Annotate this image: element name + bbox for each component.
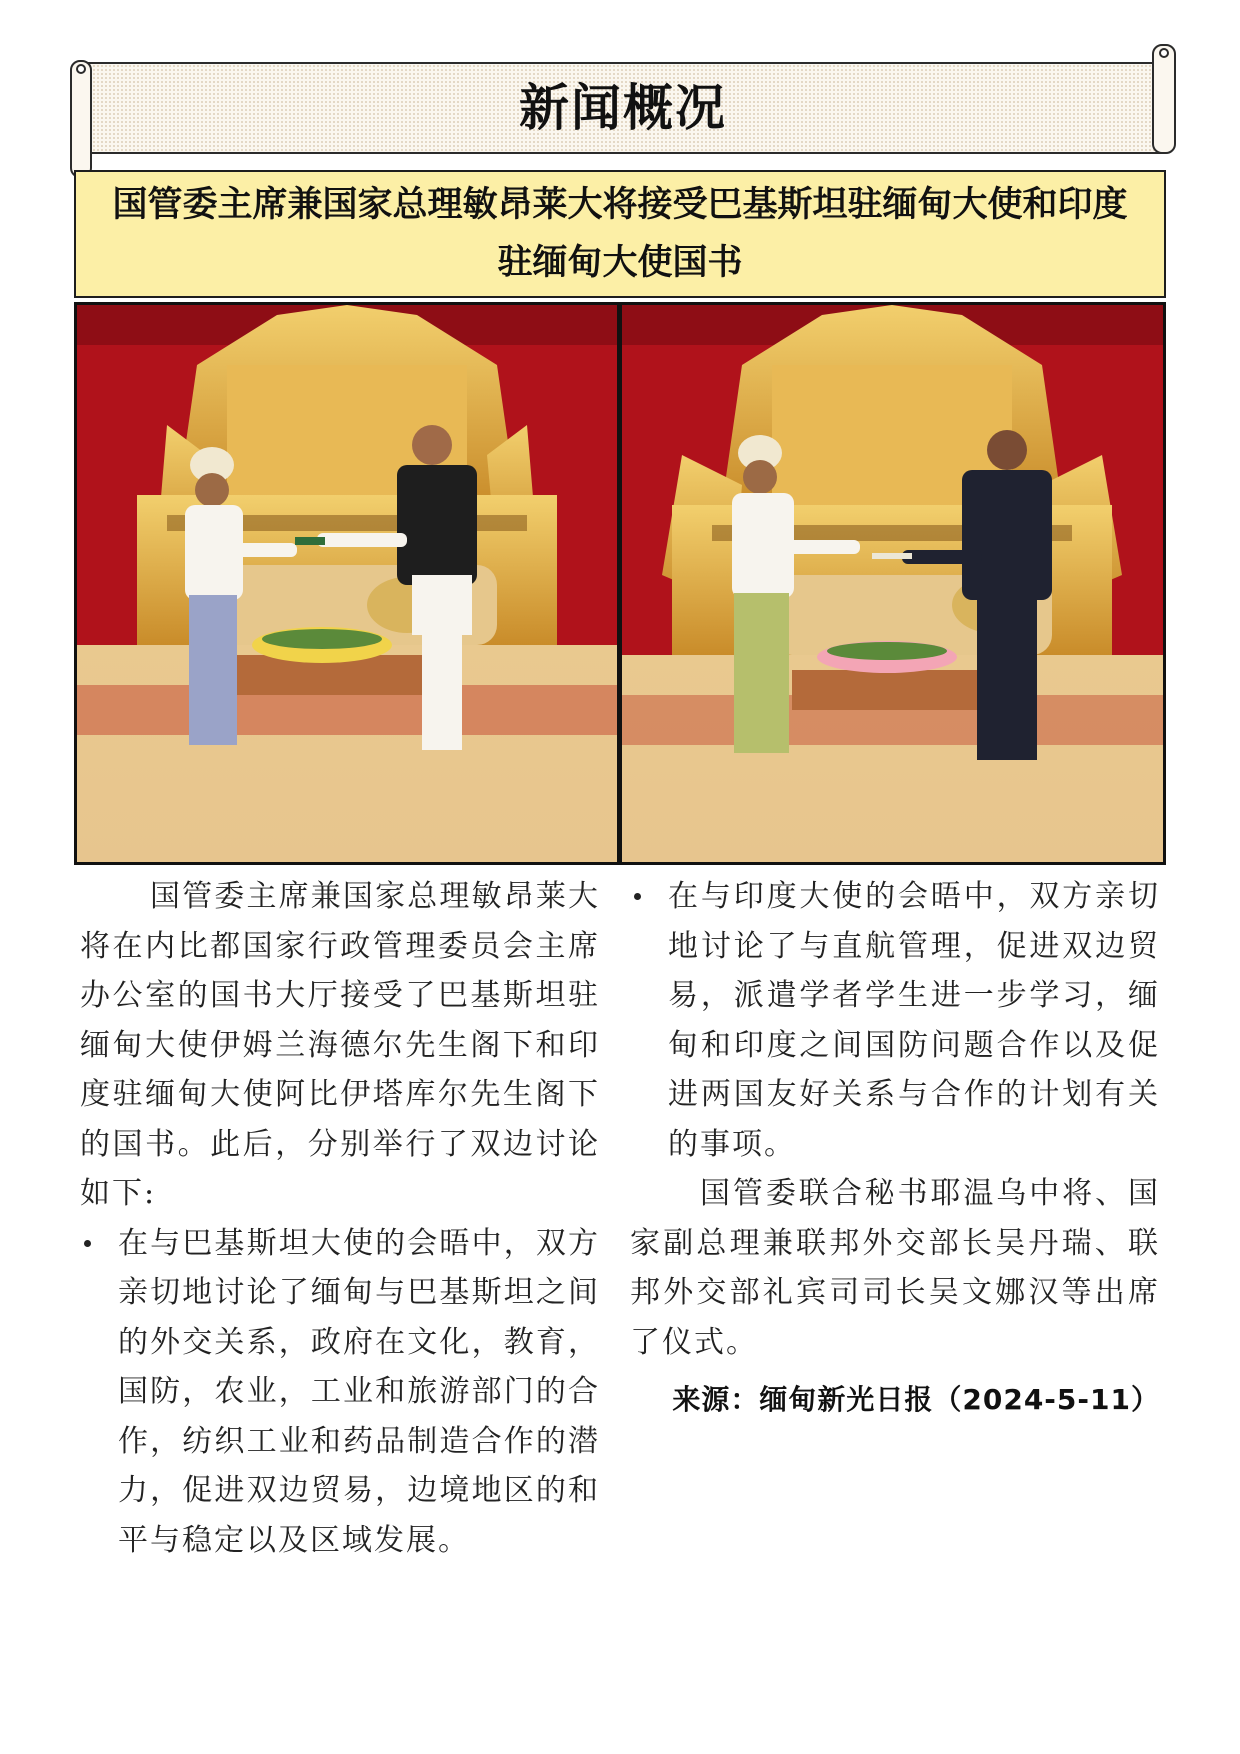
bullet-item-pakistan [80, 1219, 600, 1566]
bullet-text-india: 在与印度大使的会晤中，双方亲切地讨论了与直航管理，促进双边贸易，派遣学者学生进一步学习，缅甸和印度之间国防问题合作以及促进两国友好关系与合作的计划有关的事项。 [668, 879, 1160, 1162]
bullet-icon [84, 1240, 91, 1247]
bullet-text-pakistan: 在与巴基斯坦大使的会晤中，双方亲切地讨论了缅甸与巴基斯坦之间的外交关系，政府在文化，教育，国防，农业，工业和旅游部门的合作，纺织工业和药品制造合作的潜力，促进双边贸易，边境地区的和平与稳定以及区域发展。 [118, 1225, 600, 1558]
photo-strip [74, 302, 1166, 865]
left-column [80, 872, 600, 1565]
ceremony-photo-pakistan [77, 305, 617, 862]
section-title: 新闻概况 [519, 78, 727, 137]
right-column [630, 872, 1160, 1367]
headline-box [74, 170, 1166, 298]
ceremony-photo-icon [77, 305, 617, 862]
intro-paragraph: 国管委主席兼国家总理敏昂莱大将在内比都国家行政管理委员会主席办公室的国书大厅接受了巴基斯坦驻缅甸大使伊姆兰海德尔先生阁下和印度驻缅甸大使阿比伊塔库尔先生阁下的国书。此后，分别举行了双边讨论如下: [80, 879, 600, 1211]
bullet-item-india [630, 872, 1160, 1169]
source-credit: 来源：缅甸新光日报（2024-5-11） [672, 1383, 1160, 1416]
article-headline: 国管委主席兼国家总理敏昂莱大将接受巴基斯坦驻缅甸大使和印度驻缅甸大使国书 [112, 185, 1128, 283]
ceremony-photo-india [622, 305, 1163, 862]
ceremony-photo-icon [622, 305, 1163, 862]
bullet-icon [634, 893, 641, 900]
closing-paragraph: 国管委联合秘书耶温乌中将、国家副总理兼联邦外交部长吴丹瑞、联邦外交部礼宾司司长吴文娜汉等出席了仪式。 [630, 1176, 1160, 1360]
